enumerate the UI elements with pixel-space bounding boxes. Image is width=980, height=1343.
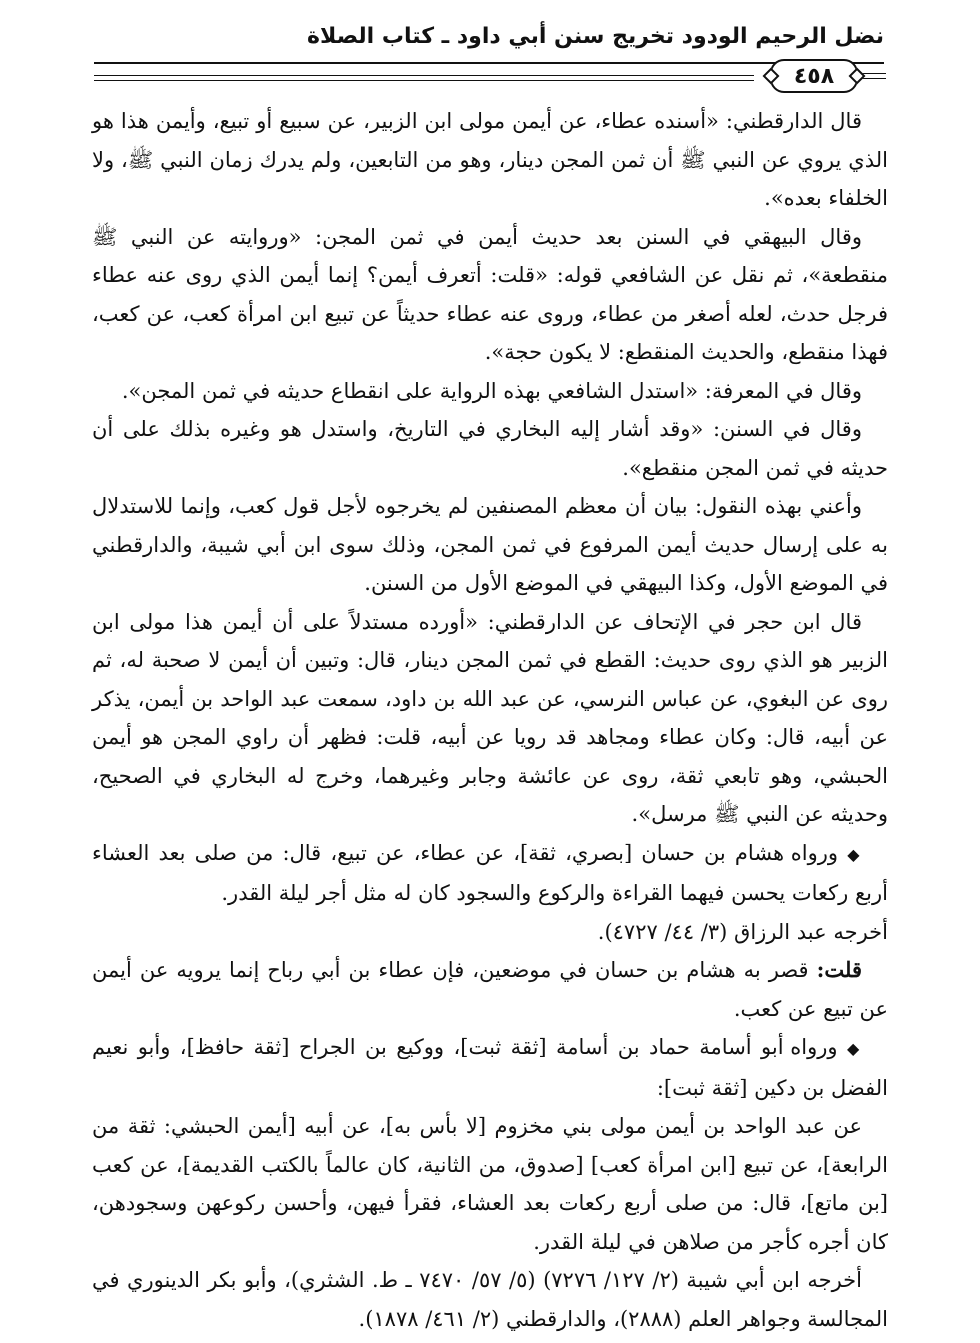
paragraph-text: وقال في المعرفة: «استدل الشافعي بهذه الرواية على انقطاع حديثه في ثمن المجن».: [121, 378, 862, 403]
paragraph-text: أخرجه ابن أبي شيبة (٢/ ١٢٧/ ٧٢٧٦) (٥/ ٥٧/ ٧٤٧٠ ـ ط. الشثري)، وأبو بكر الدينوري في المجالسة وجواهر العلم (٢٨٨٨)، والدارقطني (٢/ ٤٦١/ ١٨٧٨).: [92, 1268, 888, 1331]
paragraph-text: عن عبد الواحد بن أيمن مولى بني مخزوم [لا بأس به]، عن أبيه [أيمن الحبشي: ثقة من الرابعة]، عن تبيع [ابن امرأة كعب] [صدوق، من الثانية، كان عالماً بالكتب القديمة]، عن كعب [بن ماتع]، قال: من صلى أربع ركعات بعد العشاء، فقرأ فيهن، وأحسن ركوعهن وسجودهن، كان أجره كأجر من صلاهن في ليلة القدر.: [92, 1114, 888, 1254]
paragraph: [92, 410, 888, 487]
header-rule: [94, 62, 884, 64]
paragraph: [92, 487, 888, 603]
paragraph-text: وأعني بهذه النقول: بيان أن معظم المصنفين لم يخرجوه لأجل قول كعب، وإنما للاستدلال به على إرسال حديث أيمن المرفوع في ثمن المجن، وذلك سوى ابن أبي شيبة، والدارقطني في الموضع الأول، وكذا البيهقي في الموضع الأول من السنن.: [92, 494, 888, 595]
page-number-badge: [770, 59, 858, 93]
paragraph: [92, 1028, 888, 1107]
paragraph-text: قال الدارقطني: «أسنده عطاء، عن أيمن مولى ابن الزبير، عن سبيع أو تبيع، وأيمن هذا هو الذي يروي عن النبي ﷺ أن ثمن المجن دينار، وهو من التابعين، ولم يدرك زمان النبي ﷺ، ولا الخلفاء بعده».: [92, 109, 888, 210]
paragraph-lead: قلت:: [816, 957, 862, 982]
page-body: [92, 102, 888, 1338]
paragraph: [92, 1107, 888, 1261]
paragraph-text: ورواه هشام بن حسان [بصري، ثقة]، عن عطاء، عن تبيع، قال: من صلى بعد العشاء أربع ركعات يحسن فيهما القراءة والركوع والسجود كان له مثل أجر ليلة القدر.: [92, 840, 888, 905]
paragraph-text: وقال في السنن: «وقد أشار إليه البخاري في التاريخ، واستدل هو وغيره بذلك على أن حديثه في ثمن المجن منقطع».: [92, 417, 888, 480]
paragraph-text: أخرجه عبد الرزاق (٣/ ٤٤/ ٤٧٢٧).: [597, 919, 888, 944]
running-header: [94, 22, 884, 60]
paragraph: [92, 951, 888, 1028]
paragraph-text: قال ابن حجر في الإتحاف عن الدارقطني: «أورده مستدلاً على أن أيمن هذا مولى ابن الزبير هو الذي روى حديث: القطع في ثمن المجن دينار، قال: وتبين أن أيمن لا صحبة له، ثم روى عن البغوي، عن عباس النرسي، عن عبد الله بن داود، سمعت عبد الواحد بن أيمن، يذكر عن أبيه، قال: وكان عطاء ومجاهد قد رويا عن أبيه، قلت: فظهر أن راوي المجن هو أيمن الحبشي، وهو تابعي ثقة، روى عن عائشة وجابر وغيرهما، وخرج له البخاري في الصحيح، وحديثه عن النبي ﷺ مرسل».: [92, 609, 888, 826]
paragraph: [92, 603, 888, 834]
paragraph: [92, 102, 888, 218]
header-title: نضل الرحيم الودود تخريج سنن أبي داود ـ كتاب الصلاة: [307, 24, 884, 49]
paragraph-text: ورواه أبو أسامة حماد بن أسامة [ثقة ثبت]، ووكيع بن الجراح [ثقة حافظ]، وأبو نعيم الفضل بن دكين [ثقة ثبت]:: [92, 1035, 888, 1100]
paragraph: [92, 218, 888, 372]
paragraph: [92, 913, 888, 952]
paragraph: [92, 1261, 888, 1338]
bullet-icon: ◆: [847, 844, 863, 864]
paragraph: [92, 372, 888, 411]
paragraph-text: قصر به هشام بن حسان في موضعين، فإن عطاء بن أبي رباح إنما يرويه عن أيمن عن تبيع عن كعب.: [92, 958, 888, 1021]
bullet-icon: ◆: [846, 1039, 862, 1058]
header-double-rule: [94, 75, 754, 81]
paragraph: [92, 834, 888, 913]
page-number: ٤٥٨: [793, 63, 835, 89]
paragraph-text: وقال البيهقي في السنن بعد حديث أيمن في ثمن المجن: «وروايته عن النبي ﷺ منقطعة»، ثم نقل عن الشافعي قوله: «قلت: أتعرف أيمن؟ إنما أيمن الذي روى عنه عطاء فرجل حدث، لعله أصغر من عطاء، وروى عنه عطاء حديثاً عن تبيع ابن امرأة كعب، عن كعب، فهذا منقطع، والحديث المنقطع: لا يكون حجة».: [92, 224, 888, 364]
